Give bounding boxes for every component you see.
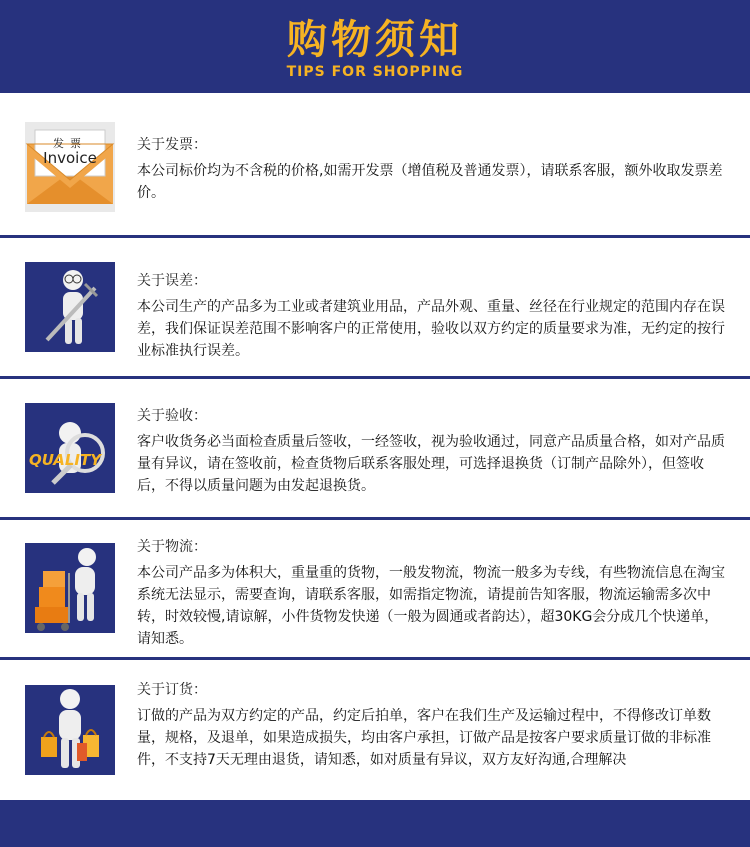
logistics-body: 本公司产品多为体积大，重量重的货物，一般发物流，物流一般多为专线，有些物流信息在淘宝系统无法显示，需要查询，请联系客服，如需指定物流，请提前告知客服，物流运输需多次中转，时效较慢,请谅解，小件货物发快递（一般为圆通或者韵达），超30KG会分成几个快递单，请知悉。 — [137, 565, 725, 647]
error-heading: 关于误差： — [137, 273, 207, 289]
header-banner — [0, 0, 750, 93]
figure-with-caliper-icon — [25, 262, 115, 352]
page-subtitle: TIPS FOR SHOPPING — [286, 64, 464, 80]
page-title: 购物须知 — [287, 17, 463, 63]
footer-banner — [0, 800, 750, 847]
invoice-icon-label: Invoice — [43, 149, 97, 167]
invoice-icon-label-cn: 发票 — [53, 137, 87, 150]
acceptance-heading: 关于验收： — [137, 408, 207, 424]
ordering-heading: 关于订货： — [137, 682, 207, 698]
quality-magnifier-icon — [25, 403, 115, 493]
logistics-heading: 关于物流： — [137, 539, 207, 555]
section-divider — [0, 657, 750, 660]
section-divider — [0, 517, 750, 520]
invoice-envelope-icon — [25, 122, 115, 212]
section-divider — [0, 235, 750, 238]
error-body: 本公司生产的产品多为工业或者建筑业用品，产品外观、重量、丝径在行业规定的范围内存在误差，我们保证误差范围不影响客户的正常使用，验收以双方约定的质量要求为准，无约定的按行业标准执行误差。 — [137, 299, 725, 359]
figure-with-shopping-bags-icon — [25, 685, 115, 775]
invoice-body: 本公司标价均为不含税的价格,如需开发票（增值税及普通发票），请联系客服，额外收取发票差价。 — [137, 163, 723, 201]
acceptance-body: 客户收货务必当面检查质量后签收，一经签收，视为验收通过，同意产品质量合格，如对产品质量有异议，请在签收前，检查货物后联系客服处理，可选择退换货（订制产品除外），但签收后，不得以质量问题为由发起退换货。 — [137, 434, 725, 494]
section-divider — [0, 376, 750, 379]
quality-icon-label: QUALITY — [29, 451, 102, 469]
figure-pushing-cart-icon — [25, 543, 115, 633]
ordering-body: 订做的产品为双方约定的产品，约定后拍单，客户在我们生产及运输过程中，不得修改订单数量，规格，及退单，如果造成损失，均由客户承担，订做产品是按客户要求质量订做的非标准件，不支持7天无理由退货，请知悉，如对质量有异议，双方友好沟通,合理解决 — [137, 708, 711, 768]
invoice-heading: 关于发票： — [137, 137, 207, 153]
